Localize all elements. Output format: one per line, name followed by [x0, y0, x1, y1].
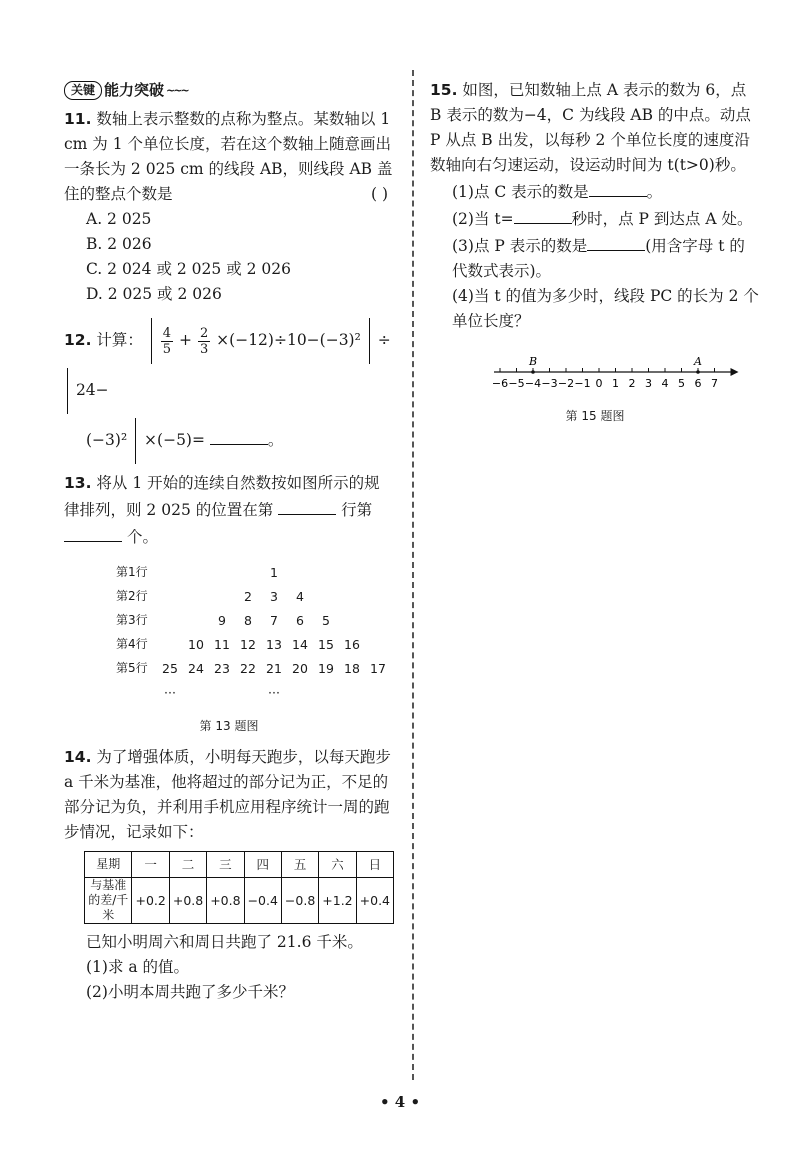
- figure-caption: 第 13 题图: [199, 719, 259, 733]
- question-lead: 计算：: [96, 331, 143, 349]
- table-row: [85, 852, 394, 878]
- triangle-number: 24: [188, 661, 204, 676]
- tick-label: 1: [612, 377, 619, 390]
- numerator: 2: [199, 325, 209, 341]
- answer-blank: [589, 178, 647, 197]
- question-text: 将从 1 开始的连续自然数按如图所示的规律排列，则 2 025 的位置在第: [64, 474, 380, 519]
- sub-question: [430, 205, 760, 232]
- denominator: 5: [162, 341, 172, 357]
- tick-label: 2: [628, 377, 636, 390]
- sub-question-text: (用含字母 t 的代数式表示)。: [452, 237, 745, 280]
- option-d: D. 2 025 或 2 026: [86, 285, 222, 303]
- abs-bar: [67, 368, 68, 414]
- triangle-number: 14: [292, 637, 308, 652]
- option-b: B. 2 026: [86, 235, 152, 253]
- answer-blank: [514, 205, 572, 224]
- triangle-number: 11: [214, 637, 230, 652]
- point-a-label: A: [694, 355, 702, 368]
- question-text: 数轴上表示整数的点称为整点。某数轴以 1 cm 为 1 个单位长度，若在这个数轴上随意画出一条长为 2 025 cm 的线段 AB，则线段 AB 盖住的整点个数是: [64, 110, 393, 203]
- triangle-number: 7: [270, 613, 278, 628]
- question-text: 行第: [341, 501, 373, 519]
- question-text: 如图，已知数轴上点 A 表示的数为 6，点 B 表示的数为−4，C 为线段 AB 的中点。动点 P 从点 B 出发，以每秒 2 个单位长度的速度沿数轴向右匀速运动，设运动时间为 t(t>0)秒。: [430, 81, 751, 174]
- triangle-number: 12: [240, 637, 256, 652]
- figure-caption: 第 15 题图: [565, 409, 625, 423]
- running-table: [84, 851, 394, 924]
- question-text: 个。: [126, 528, 158, 546]
- answer-blank: [210, 426, 268, 445]
- triangle-number: 21: [266, 661, 282, 676]
- sub-question-text: (2)当 t=: [452, 210, 514, 228]
- triangle-number: 10: [188, 637, 204, 652]
- triangle-number: 17: [370, 661, 386, 676]
- operator: ÷: [377, 331, 391, 349]
- point-b-label: B: [528, 355, 538, 368]
- sub-question-text: 秒时，点 P 到达点 A 处。: [571, 210, 753, 228]
- point-marker: [531, 370, 535, 374]
- number-line: [490, 350, 740, 394]
- answer-blank: [64, 523, 122, 542]
- number-line-figure: [490, 350, 760, 402]
- triangle-row: [64, 584, 394, 608]
- denominator: 3: [199, 341, 209, 357]
- section-title: 能力突破: [104, 81, 165, 99]
- triangle-number: 20: [292, 661, 308, 676]
- expression: ×(−5)=: [144, 431, 205, 449]
- day-cell: 二: [169, 852, 206, 878]
- triangle-number: 8: [244, 613, 252, 628]
- ellipsis: ···: [164, 685, 176, 700]
- sub-question: (1)求 a 的值。: [86, 958, 190, 976]
- triangle-number: 6: [296, 613, 304, 628]
- day-cell: 日: [356, 852, 393, 878]
- tick-label: −6: [491, 377, 509, 390]
- question-number: 13.: [64, 474, 92, 492]
- diff-cell: −0.4: [244, 878, 281, 924]
- number-triangle: [64, 560, 394, 704]
- given-text: 已知小明周六和周日共跑了 21.6 千米。: [86, 933, 363, 951]
- option-a: A. 2 025: [86, 210, 152, 228]
- question-15: [430, 78, 760, 429]
- numerator: 4: [162, 325, 172, 341]
- table-header: 星期: [85, 852, 132, 878]
- triangle-row: [64, 608, 394, 632]
- day-cell: 五: [281, 852, 318, 878]
- day-cell: 六: [319, 852, 356, 878]
- question-12: [64, 315, 394, 465]
- section-badge: 关键: [64, 81, 102, 100]
- triangle-number: 1: [270, 565, 278, 580]
- day-cell: 三: [207, 852, 244, 878]
- tick-label: 6: [694, 377, 702, 390]
- row-label: 第1行: [116, 565, 148, 579]
- sub-question: [430, 232, 760, 284]
- tick-label: 3: [645, 377, 652, 390]
- abs-bar: [135, 418, 136, 464]
- sub-question: (4)当 t 的值为多少时，线段 PC 的长为 2 个单位长度？: [452, 287, 759, 330]
- ellipsis: ···: [268, 685, 280, 700]
- triangle-number: 19: [318, 661, 334, 676]
- triangle-row: [64, 656, 394, 680]
- tick-label: 0: [595, 377, 603, 390]
- day-cell: 四: [244, 852, 281, 878]
- triangle-number: 23: [214, 661, 230, 676]
- expression: ×(−12)÷10−(−3)²: [216, 331, 361, 349]
- triangle-number: 22: [240, 661, 256, 676]
- triangle-row: [64, 632, 394, 656]
- row-label: 第4行: [116, 637, 148, 651]
- operator: +: [179, 331, 193, 349]
- fraction: [198, 326, 210, 357]
- triangle-number: 15: [318, 637, 334, 652]
- expression: (−3)²: [86, 431, 128, 449]
- triangle-ellipsis-row: [64, 680, 394, 704]
- section-header: [64, 78, 394, 103]
- point-marker: [696, 370, 700, 374]
- triangle-number: 4: [296, 589, 304, 604]
- sub-question-text: (1)点 C 表示的数是: [452, 183, 589, 201]
- tick-label: −4: [524, 377, 542, 390]
- tick-label: 7: [711, 377, 718, 390]
- diff-cell: +0.8: [207, 878, 244, 924]
- arrow-icon: [731, 368, 739, 376]
- answer-blank: [587, 232, 645, 251]
- fraction: [161, 326, 173, 357]
- diff-cell: +0.8: [169, 878, 206, 924]
- abs-bar: [369, 318, 370, 364]
- wave-decoration: ~~~: [166, 84, 188, 97]
- answer-paren: ( ): [370, 185, 388, 203]
- tick-label: −5: [508, 377, 525, 390]
- sub-question-text: 。: [646, 183, 663, 201]
- tick-label: −2: [557, 377, 575, 390]
- table-header: 与基准的差/千米: [85, 878, 132, 924]
- triangle-number: 5: [322, 613, 330, 628]
- diff-cell: +1.2: [319, 878, 356, 924]
- answer-blank: [278, 496, 336, 515]
- triangle-number: 16: [344, 637, 360, 652]
- diff-cell: −0.8: [281, 878, 318, 924]
- question-14: [64, 745, 394, 1005]
- question-number: 15.: [430, 81, 458, 99]
- expression: 24−: [75, 381, 109, 399]
- tick-label: −3: [541, 377, 558, 390]
- option-c: C. 2 024 或 2 025 或 2 026: [86, 260, 291, 278]
- question-11: [64, 107, 394, 307]
- right-column: [430, 78, 760, 435]
- tick-label: 5: [678, 377, 685, 390]
- row-label: 第3行: [116, 613, 148, 627]
- question-number: 14.: [64, 748, 92, 766]
- row-label: 第5行: [116, 661, 148, 675]
- tick-label: 4: [661, 377, 669, 390]
- day-cell: 一: [132, 852, 169, 878]
- triangle-number: 25: [162, 661, 178, 676]
- left-column: [64, 78, 394, 1011]
- diff-cell: +0.2: [132, 878, 169, 924]
- sub-question-text: (3)点 P 表示的数是: [452, 237, 588, 255]
- row-label: 第2行: [116, 589, 148, 603]
- sub-question: (2)小明本周共跑了多少千米？: [86, 983, 294, 1001]
- diff-cell: +0.4: [356, 878, 393, 924]
- sub-question: [430, 178, 760, 205]
- question-number: 11.: [64, 110, 92, 128]
- triangle-number: 13: [266, 637, 282, 652]
- column-divider: [412, 70, 414, 1080]
- abs-bar: [151, 318, 152, 364]
- triangle-row: [64, 560, 394, 584]
- question-number: 12.: [64, 331, 92, 349]
- question-13: [64, 471, 394, 739]
- triangle-number: 18: [344, 661, 360, 676]
- question-text: 为了增强体质，小明每天跑步，以每天跑步 a 千米为基准，他将超过的部分记为正，不足的部分记为负，并利用手机应用程序统计一周的跑步情况，记录如下：: [64, 748, 391, 841]
- triangle-number: 3: [270, 589, 278, 604]
- tick-label: −1: [574, 377, 591, 390]
- table-row: [85, 878, 394, 924]
- period: 。: [267, 431, 284, 449]
- triangle-number: 9: [218, 613, 226, 628]
- page-number: • 4 •: [379, 1093, 421, 1111]
- triangle-number: 2: [244, 589, 252, 604]
